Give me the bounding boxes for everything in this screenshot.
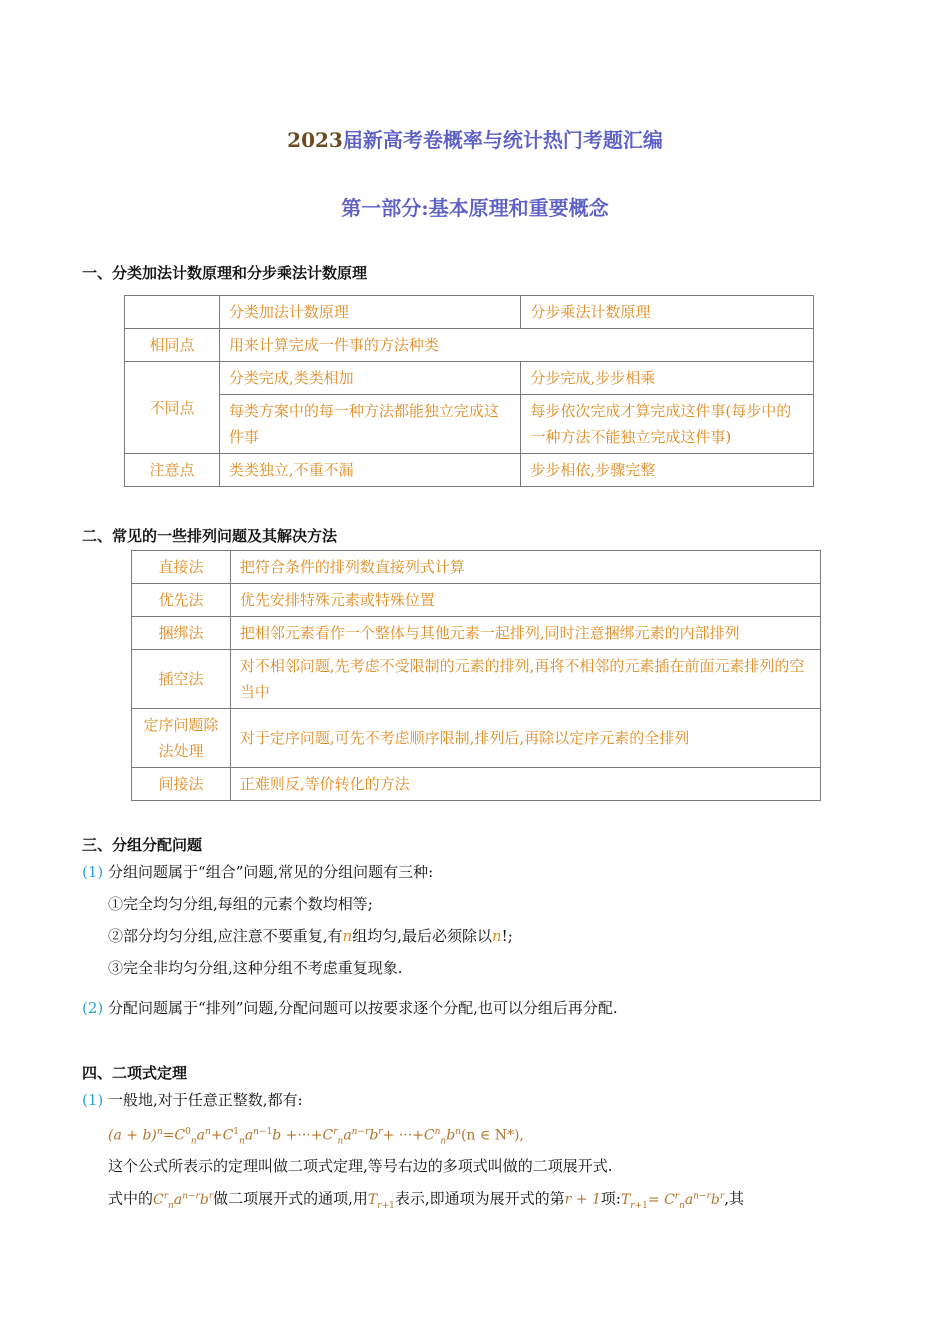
section4-paragraph-1 xyxy=(82,1090,303,1110)
table-row xyxy=(125,395,814,454)
table-row xyxy=(132,584,821,617)
table-row xyxy=(132,768,821,801)
math-var: n xyxy=(342,927,353,945)
general-term-formula: $T_{r+1}= C^r_na^{n-r}b^r$ xyxy=(620,1191,725,1211)
math-expression: r + 1 xyxy=(564,1191,601,1208)
desc-cell: 优先安排特殊元素或特殊位置 xyxy=(230,584,820,617)
text-span: !; xyxy=(501,927,513,945)
table-cell xyxy=(125,296,220,329)
table-row xyxy=(125,329,814,362)
formula-condition: (n ∈ N*), xyxy=(460,1127,524,1144)
text-span: ②部分均匀分组,应注意不要重复,有 xyxy=(108,927,343,945)
method-cell: 定序问题除法处理 xyxy=(132,709,231,768)
method-cell: 直接法 xyxy=(132,551,231,584)
method-cell: 优先法 xyxy=(132,584,231,617)
table-row xyxy=(125,362,814,395)
text-span: 做二项展开式的通项,用 xyxy=(213,1189,368,1208)
desc-cell: 正难则反,等价转化的方法 xyxy=(230,768,820,801)
table-row xyxy=(125,454,814,487)
section3-heading: 三、分组分配问题 xyxy=(82,836,203,854)
item-number: (1) xyxy=(82,863,104,881)
section1-heading: 一、分类加法计数原理和分步乘法计数原理 xyxy=(82,264,368,282)
title-year: 2023 xyxy=(287,128,343,152)
grouping-type-2 xyxy=(108,926,513,946)
section3-paragraph-2 xyxy=(82,998,618,1018)
table-cell: 每类方案中的每一种方法都能独立完成这件事 xyxy=(219,395,521,454)
desc-cell: 对于定序问题,可先不考虑顺序限制,排列后,再除以定序元素的全排列 xyxy=(230,709,820,768)
section2-heading: 二、常见的一些排列问题及其解决方法 xyxy=(82,527,338,545)
section4-line-4 xyxy=(108,1186,744,1215)
paragraph-text: 分配问题属于“排列”问题,分配问题可以按要求逐个分配,也可以分组后再分配. xyxy=(108,999,618,1017)
text-span: 组均匀,最后必须除以 xyxy=(352,927,492,945)
paragraph-text: 一般地,对于任意正整数,都有: xyxy=(108,1091,303,1109)
counting-principles-table xyxy=(124,295,814,487)
table-cell: 不同点 xyxy=(125,362,220,454)
table-cell: 注意点 xyxy=(125,454,220,487)
desc-cell: 把符合条件的排列数直接列式计算 xyxy=(230,551,820,584)
permutation-methods-table xyxy=(131,550,821,801)
text-span: ,其 xyxy=(724,1189,744,1208)
table-row xyxy=(132,650,821,709)
method-cell: 捆绑法 xyxy=(132,617,231,650)
item-number: (2) xyxy=(82,999,104,1017)
text-span: 式中的 xyxy=(108,1189,154,1208)
table-row xyxy=(132,551,821,584)
desc-cell: 把相邻元素看作一个整体与其他元素一起排列,同时注意捆绑元素的内部排列 xyxy=(230,617,820,650)
table-cell: 分类加法计数原理 xyxy=(219,296,521,329)
method-cell: 插空法 xyxy=(132,650,231,709)
table-cell: 分步完成,步步相乘 xyxy=(521,362,814,395)
table-cell: 用来计算完成一件事的方法种类 xyxy=(219,329,813,362)
table-cell: 分类完成,类类相加 xyxy=(219,362,521,395)
table-cell: 类类独立,不重不漏 xyxy=(219,454,521,487)
grouping-type-3: ③完全非均匀分组,这种分组不考虑重复现象. xyxy=(108,959,403,977)
binomial-formula: $(a + b)^n=C^0_na^n+C^1_na^{n-1}b +\cdot\cdot\cdot+C^r_na^{n-r}b^r+ \cdot\cdot\cdot+C^n_nb^n(n$ ∈ N*), xyxy=(108,1127,524,1147)
title-text: 届新高考卷概率与统计热门考题汇编 xyxy=(342,128,663,152)
table-row xyxy=(132,709,821,768)
math-var: n xyxy=(492,927,502,945)
text-span: 项: xyxy=(600,1189,621,1208)
method-cell: 间接法 xyxy=(132,768,231,801)
table-cell: 相同点 xyxy=(125,329,220,362)
section3-paragraph-1 xyxy=(82,862,433,882)
grouping-type-1: ①完全均匀分组,每组的元素个数均相等; xyxy=(108,895,373,913)
document-title xyxy=(0,124,950,153)
table-cell: 每步依次完成才算完成这件事(每步中的一种方法不能独立完成这件事) xyxy=(521,395,814,454)
text-span: 表示,即通项为展开式的第 xyxy=(394,1189,565,1208)
section4-heading: 四、二项式定理 xyxy=(82,1064,188,1082)
table-row xyxy=(125,296,814,329)
desc-cell: 对不相邻问题,先考虑不受限制的元素的排列,再将不相邻的元素插在前面元素排列的空当中 xyxy=(230,650,820,709)
table-cell: 分步乘法计数原理 xyxy=(521,296,814,329)
paragraph-text: 分组问题属于“组合”问题,常见的分组问题有三种: xyxy=(108,863,434,881)
general-term: $C^r_na^{n-r}b^r$ xyxy=(153,1191,214,1211)
part-title: 第一部分:基本原理和重要概念 xyxy=(341,196,609,220)
section4-line-3: 这个公式所表示的定理叫做二项式定理,等号右边的多项式叫做的二项展开式. xyxy=(108,1157,613,1175)
table-cell: 步步相依,步骤完整 xyxy=(521,454,814,487)
term-symbol: $T_{r+1}$ xyxy=(367,1191,395,1211)
table-row xyxy=(132,617,821,650)
item-number: (1) xyxy=(82,1091,104,1109)
